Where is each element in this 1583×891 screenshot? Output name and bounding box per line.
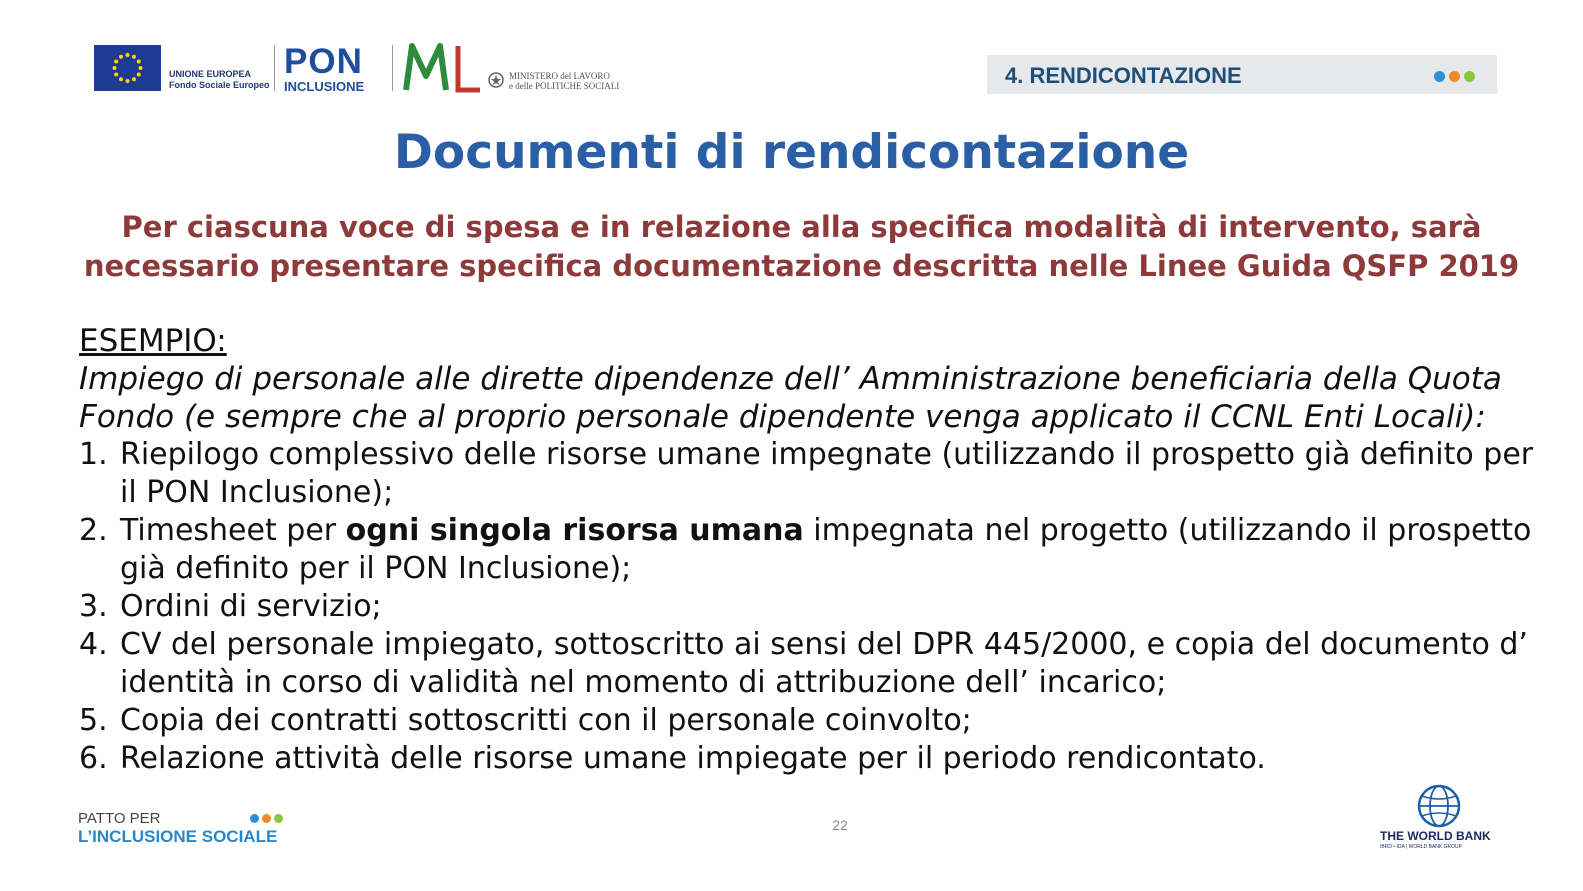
list-number: 2.: [79, 513, 108, 548]
list-item-emphasis: ogni singola risorsa umana: [345, 513, 804, 548]
example-description-line-2: Fondo (e sempre che al proprio personale dipendente venga applicato il CCNL Enti Locali):: [79, 399, 1486, 435]
dot-icon: [250, 814, 259, 823]
list-item-text: CV del personale impiegato, sottoscritto ai sensi del DPR 445/2000, e copia del documento d’ identità in corso di validità nel momento di attribuzione dell’ incarico;: [120, 627, 1528, 700]
patto-line-2: L’INCLUSIONE SOCIALE: [78, 827, 278, 846]
logo-divider: [274, 45, 275, 91]
dot-icon: [1449, 71, 1460, 82]
documents-list: [79, 436, 1539, 778]
example-label: ESEMPIO:: [79, 323, 227, 359]
eu-line1: UNIONE EUROPEA: [169, 69, 252, 79]
list-number: 4.: [79, 627, 108, 662]
list-number: 1.: [79, 437, 108, 472]
section-label: 4. RENDICONTAZIONE: [1005, 63, 1242, 88]
list-item: [79, 626, 1539, 702]
pon-subtitle: INCLUSIONE: [284, 79, 365, 94]
list-number: 6.: [79, 741, 108, 776]
intro-line-1: Per ciascuna voce di spesa e in relazione alla specifica modalità di intervento, sarà: [121, 210, 1482, 244]
list-number: 5.: [79, 703, 108, 738]
dot-icon: [274, 814, 283, 823]
eu-logo-text: [169, 69, 270, 91]
list-item-text: Relazione attività delle risorse umane impiegate per il periodo rendicontato.: [120, 741, 1266, 776]
dot-icon: [1434, 71, 1445, 82]
page-title: Documenti di rendicontazione: [393, 125, 1190, 180]
list-item: [79, 436, 1539, 512]
ministero-ml-logo: [402, 40, 482, 94]
intro-line-2: necessario presentare specifica documentazione descritta nelle Linee Guida QSFP 2019: [83, 249, 1520, 283]
ministero-line2: e delle POLITICHE SOCIALI: [509, 81, 620, 91]
list-item: [79, 588, 1539, 626]
example-description-line-1: Impiego di personale alle dirette dipendenze dell’ Amministrazione beneficiaria della Quota: [79, 361, 1502, 397]
patto-line-1: PATTO PER: [78, 810, 161, 827]
list-item: [79, 740, 1539, 778]
pon-word: PON: [284, 42, 363, 81]
list-number: 3.: [79, 589, 108, 624]
ministero-text: [509, 71, 619, 91]
world-bank-name: THE WORLD BANK: [1380, 829, 1491, 843]
dot-icon: [262, 814, 271, 823]
page-number: 22: [832, 817, 848, 833]
pon-inclusione-logo: [284, 44, 380, 94]
list-item-text: Ordini di servizio;: [120, 589, 382, 624]
world-bank-subtitle: IBRD • IDA | WORLD BANK GROUP: [1380, 844, 1462, 850]
ministero-line1: MINISTERO del LAVORO: [509, 71, 610, 81]
italian-emblem-icon: [488, 71, 504, 89]
list-item: [79, 512, 1539, 588]
list-item-text: Copia dei contratti sottoscritti con il personale coinvolto;: [120, 703, 972, 738]
list-item-text: Riepilogo complessivo delle risorse umane impegnate (utilizzando il prospetto già definito per il PON Inclusione);: [120, 437, 1534, 510]
eu-line2: Fondo Sociale Europeo: [169, 80, 270, 90]
logo-divider: [392, 45, 393, 91]
list-item-text-post: impegnata nel progetto (utilizzando il prospetto già definito per il PON Inclusione);: [120, 513, 1532, 586]
dot-icon: [1464, 71, 1475, 82]
world-bank-globe-icon: [1416, 783, 1462, 829]
list-item-text-pre: Timesheet per: [120, 513, 346, 548]
list-item: [79, 702, 1539, 740]
intro-text: [60, 208, 1543, 286]
eu-flag-logo: [94, 45, 161, 91]
